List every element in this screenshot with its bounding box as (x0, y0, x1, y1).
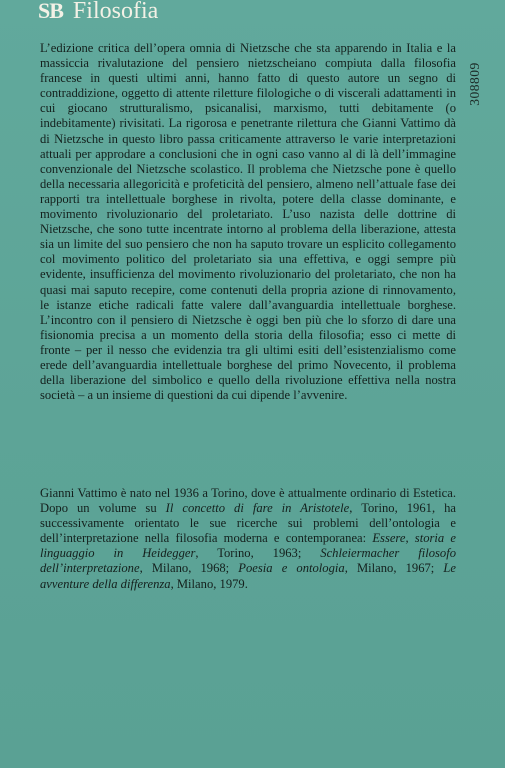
bio-text: , Torino, 1961, ha successivamente orientato le sue ricerche sui problemi dell’ontologia e dell’interpretazione nella filosofia moderna e contemporanea: (40, 501, 456, 546)
bio-text: , Milano, 1967; (344, 561, 444, 576)
bio-text: Gianni Vattimo è nato nel 1936 a Torino, dove è attualmente ordinario di Estetica. Dopo un volume su (40, 486, 456, 516)
publisher-logo: SB (38, 0, 63, 23)
series-title: Filosofia (72, 0, 159, 24)
serial-number-text: 308809 (467, 62, 482, 106)
author-bio (40, 486, 456, 592)
series-header (38, 0, 158, 26)
book-title: Essere, storia e linguaggio in Heidegger (40, 531, 456, 561)
book-title: Il concetto di fare in Aristotele (165, 501, 350, 516)
book-title: Poesia e ontologia (238, 561, 345, 576)
book-title: Le avventure della differenza (40, 561, 456, 591)
bio-text: , Torino, 1963; (195, 546, 321, 561)
serial-number (465, 44, 485, 124)
book-title: Schleiermacher filosofo dell’interpretazione (40, 546, 456, 576)
book-description: L’edizione critica dell’opera omnia di Nietzsche che sta apparendo in Italia e la massiccia rivalutazione del pensiero nietzscheiano compiuta dalla filosofia francese in questi ultimi anni, hanno fatto di questo autore un segno di contraddizione, oggetto di attente riletture filologiche o di viscerali adattamenti in cui giocano strutturalismo, psicanalisi, marxismo, tutti debitamente (o indebitamente) rivisitati. La rigorosa e penetrante rilettura che Gianni Vattimo dà di Nietzsche in questo libro passa criticamente attraverso le varie interpretazioni attuali per approdare a conclusioni che in ogni caso vanno al di là dell’immagine convenzionale del Nietzsche scolastico. Il problema che Nietzsche pone è quello della necessaria allegoricità e profeticità del pensiero, almeno nell’attuale fase dei rapporti tra intellettuale borghese in rivolta, potere della classe dominante, e movimento rivoluzionario del proletariato. L’uso nazista delle dottrine di Nietzsche, che sono tutte incentrate intorno al problema della liberazione, attesta sia un limite del suo pensiero che non ha saputo trovare un esplicito collegamento col movimento politico del proletariato sia una effettiva, e oggi sempre più evidente, insufficienza del movimento rivoluzionario del proletariato, che non ha quasi mai saputo recepire, come contenuti della propria azione di rinnovamento, le istanze etiche radicali fatte valere dall’avanguardia intellettuale borghese. L’incontro con il pensiero di Nietzsche è oggi ben più che lo sforzo di dare una fisionomia precisa a un momento della storia della filosofia; esso ci mette di fronte – per il nesso che evidenzia tra gli ultimi esiti dell’esistenzialismo come erede dell’avanguardia intellettuale borghese del primo Novecento, il problema della liberazione del simbolico e quello della rivoluzione effettiva nella nostra società – a un insieme di questioni da cui dipende l’avvenire. (40, 41, 456, 403)
bio-text: , Milano, 1979. (170, 576, 248, 591)
bio-text: , Milano, 1968; (139, 561, 239, 576)
